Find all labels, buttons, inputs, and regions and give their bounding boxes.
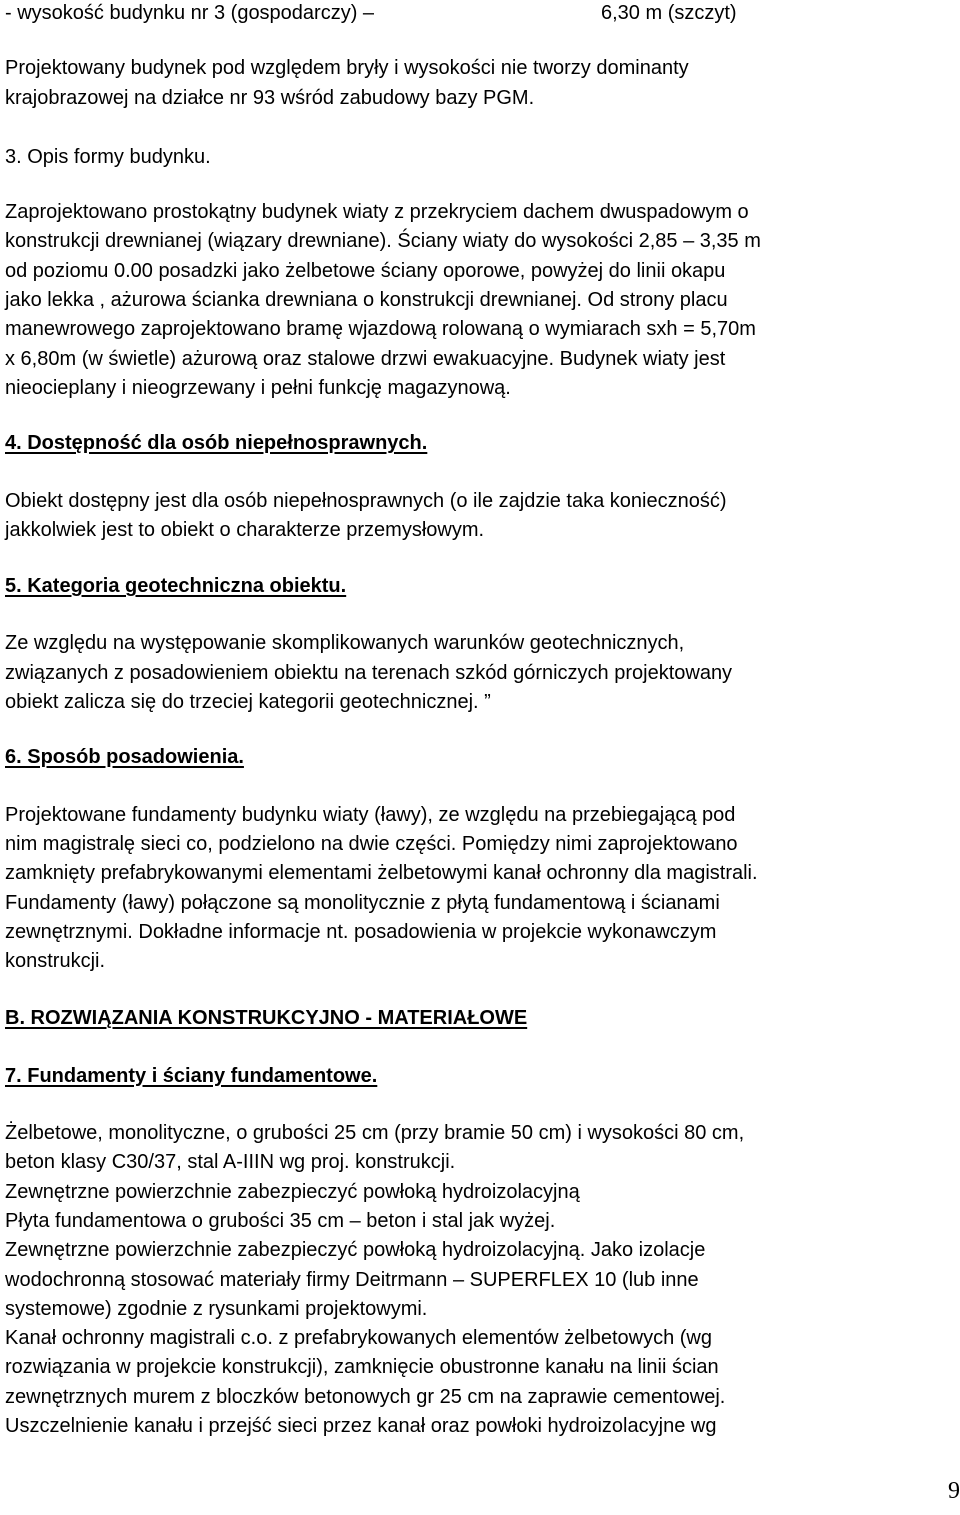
- paragraph-line: Uszczelnienie kanału i przejść sieci przez kanał oraz powłoki hydroizolacyjne wg: [5, 1414, 717, 1437]
- paragraph-line: krajobrazowej na działce nr 93 wśród zabudowy bazy PGM.: [5, 86, 535, 109]
- paragraph-line: Ze względu na występowanie skomplikowanych warunków geotechnicznych,: [5, 632, 685, 655]
- paragraph-line: Płyta fundamentowa o grubości 35 cm – beton i stal jak wyżej.: [5, 1209, 556, 1232]
- document-page: [5, 0, 957, 1441]
- paragraph-line: Obiekt dostępny jest dla osób niepełnosprawnych (o ile zajdzie taka konieczność): [5, 489, 727, 512]
- section-4-paragraph: [5, 487, 957, 546]
- building-height-label: - wysokość budynku nr 3 (gospodarczy) –: [5, 2, 375, 24]
- section-5-paragraph: [5, 629, 957, 717]
- section-6-heading: 6. Sposób posadowienia.: [5, 746, 244, 769]
- paragraph-line: systemowe) zgodnie z rysunkami projektowymi.: [5, 1297, 428, 1320]
- section-3-heading: 3. Opis formy budynku.: [5, 145, 211, 168]
- section-4-heading: 4. Dostępność dla osób niepełnosprawnych.: [5, 432, 428, 455]
- paragraph-line: Zaprojektowano prostokątny budynek wiaty z przekryciem dachem dwuspadowym o: [5, 201, 749, 224]
- paragraph-line: Kanał ochronny magistrali c.o. z prefabrykowanych elementów żelbetowych (wg: [5, 1327, 713, 1350]
- paragraph-line: jako lekka , ażurowa ścianka drewniana o konstrukcji drewnianej. Od strony placu: [5, 289, 728, 312]
- paragraph-line: Zewnętrzne powierzchnie zabezpieczyć powłoką hydroizolacyjną. Jako izolacje: [5, 1239, 706, 1262]
- paragraph-line: zewnętrznych murem z bloczków betonowych gr 25 cm na zaprawie cementowej.: [5, 1385, 726, 1408]
- paragraph-line: zamknięty prefabrykowanymi elementami żelbetowymi kanał ochronny dla magistrali.: [5, 862, 758, 885]
- section-b-heading: B. ROZWIĄZANIA KONSTRUKCYJNO - MATERIAŁOWE: [5, 1007, 528, 1030]
- paragraph-line: konstrukcji drewnianej (wiązary drewniane). Ściany wiaty do wysokości 2,85 – 3,35 m: [5, 230, 761, 253]
- section-5-heading: 5. Kategoria geotechniczna obiektu.: [5, 575, 347, 598]
- building-height-row: [5, 0, 957, 28]
- paragraph-line: Zewnętrzne powierzchnie zabezpieczyć powłoką hydroizolacyjną: [5, 1180, 580, 1203]
- intro-paragraph: [5, 54, 957, 113]
- paragraph-line: wodochronną stosować materiały firmy Deitrmann – SUPERFLEX 10 (lub inne: [5, 1268, 699, 1291]
- paragraph-line: konstrukcji.: [5, 950, 106, 973]
- paragraph-line: Żelbetowe, monolityczne, o grubości 25 cm (przy bramie 50 cm) i wysokości 80 cm,: [5, 1122, 745, 1145]
- paragraph-line: beton klasy C30/37, stal A-IIIN wg proj. konstrukcji.: [5, 1151, 456, 1174]
- section-7-paragraph: [5, 1119, 957, 1441]
- paragraph-line: rozwiązania w projekcie konstrukcji), zamknięcie obustronne kanału na linii ścian: [5, 1356, 719, 1379]
- paragraph-line: x 6,80m (w świetle) ażurową oraz stalowe drzwi ewakuacyjne. Budynek wiaty jest: [5, 347, 726, 370]
- paragraph-line: jakkolwiek jest to obiekt o charakterze przemysłowym.: [5, 518, 485, 541]
- paragraph-line: Projektowany budynek pod względem bryły i wysokości nie tworzy dominanty: [5, 57, 689, 80]
- paragraph-line: zewnętrznymi. Dokładne informacje nt. posadowienia w projekcie wykonawczym: [5, 920, 717, 943]
- paragraph-line: nieocieplany i nieogrzewany i pełni funkcję magazynową.: [5, 376, 511, 399]
- paragraph-line: obiekt zalicza się do trzeciej kategorii geotechnicznej. ”: [5, 691, 491, 714]
- paragraph-line: Fundamenty (ławy) połączone są monolitycznie z płytą fundamentową i ścianami: [5, 891, 720, 914]
- page-number: 9: [948, 1478, 960, 1504]
- paragraph-line: manewrowego zaprojektowano bramę wjazdową rolowaną o wymiarach sxh = 5,70m: [5, 318, 756, 341]
- section-3-paragraph: [5, 198, 957, 403]
- building-height-value: 6,30 m (szczyt): [601, 2, 737, 24]
- paragraph-line: nim magistralę sieci co, podzielono na dwie części. Pomiędzy nimi zaprojektowano: [5, 832, 738, 855]
- paragraph-line: Projektowane fundamenty budynku wiaty (ławy), ze względu na przebiegającą pod: [5, 803, 736, 826]
- section-6-paragraph: [5, 801, 957, 977]
- paragraph-line: związanych z posadowieniem obiektu na terenach szkód górniczych projektowany: [5, 661, 733, 684]
- paragraph-line: od poziomu 0.00 posadzki jako żelbetowe ściany oporowe, powyżej do linii okapu: [5, 259, 726, 282]
- section-7-heading: 7. Fundamenty i ściany fundamentowe.: [5, 1064, 378, 1087]
